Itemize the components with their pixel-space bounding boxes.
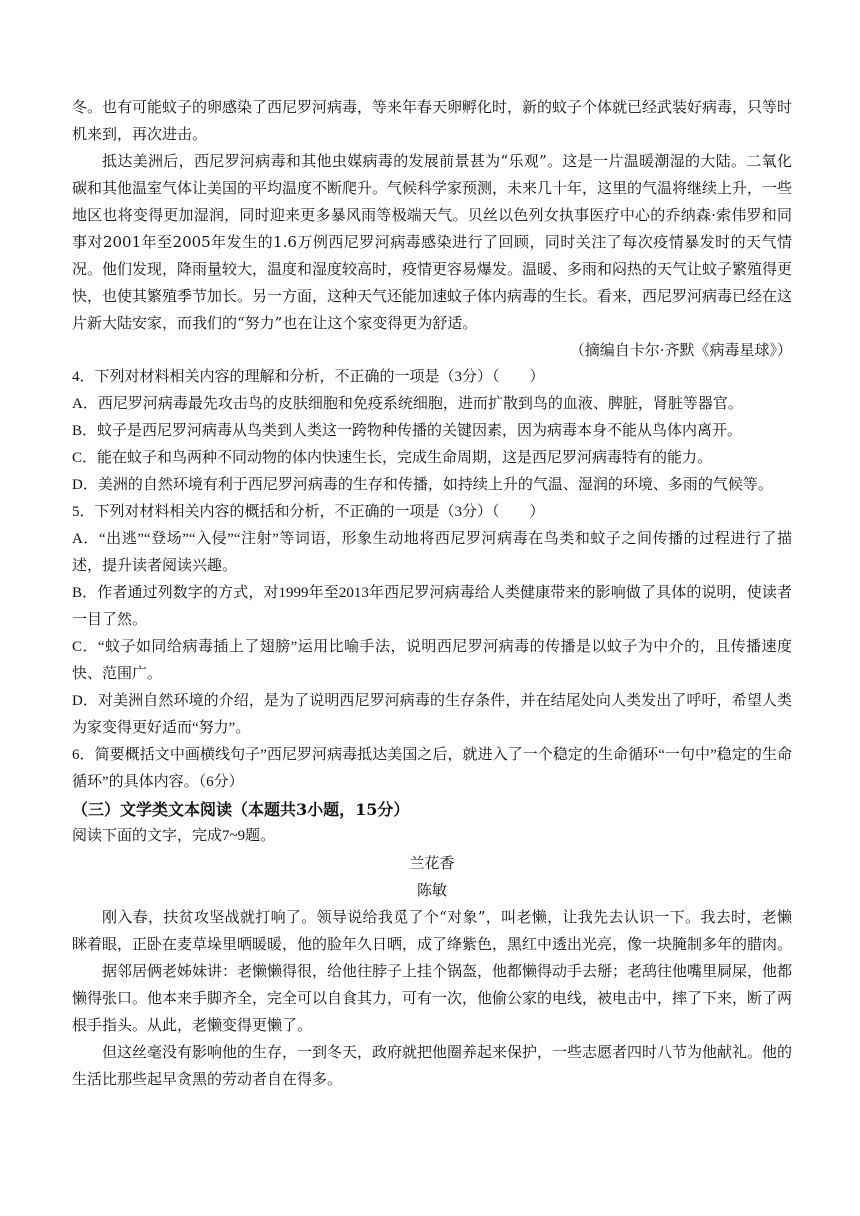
story-title: 兰花香 (409, 854, 455, 872)
passage-paragraph: 抵达美洲后，西尼罗河病毒和其他虫媒病毒的发展前景甚为“乐观”。这是一片温暖潮湿的大陆。二氧化碳和其他温室气体让美国的平均温度不断爬升。气候科学家预测，未来几十年，这里的气温将继续上升，一些地区也将变得更加湿润，同时迎来更多暴风雨等极端天气。贝丝以色列女执事医疗中心的乔纳森·索伟罗和同事对2001年至2005年发生的1.6万例西尼罗河病毒感染进行了回顾，同时关注了每次疫情暴发时的天气情况。他们发现，降雨量较大，温度和湿度较高时，疫情更容易爆发。温暖、多雨和闷热的天气让蚊子繁殖得更快，也使其繁殖季节加长。另一方面，这种天气还能加速蚊子体内病毒的生长。看来，西尼罗河病毒已经在这片新大陆安家，而我们的“努力”也在让这个家变得更为舒适。 (72, 152, 793, 332)
section-instruction: 阅读下面的文字，完成7~9题。 (72, 828, 276, 844)
question-6: 6．简要概括文中画横线句子”西尼罗河病毒抵达美国之后，就进入了一个稳定的生命循环“一句中”稳定的生命循环”的具体内容。（6分） (72, 747, 792, 790)
story-paragraph: 但这丝毫没有影响他的生存，一到冬天，政府就把他圈养起来保护，一些志愿者四时八节为他献礼。他的生活比那些起早贪黑的劳动者自在得多。 (72, 1043, 793, 1088)
story-author: 陈敏 (416, 881, 447, 899)
option-b: B．作者通过列数字的方式，对1999年至2013年西尼罗河病毒给人类健康带来的影响做了具体的说明，使读者一目了然。 (72, 585, 792, 628)
question-stem: 4．下列对材料相关内容的理解和分析，不正确的一项是（3分）（ ） (72, 369, 545, 385)
passage-paragraph: 冬。也有可能蚊子的卵感染了西尼罗河病毒，等来年春天卵孵化时，新的蚊子个体就已经武装好病毒，只等时机来到，再次进击。 (72, 98, 793, 143)
option-d: D．美洲的自然环境有利于西尼罗河病毒的生存和传播，如持续上升的气温、湿润的环境、多雨的气候等。 (72, 477, 773, 493)
option-d: D．对美洲自然环境的介绍，是为了说明西尼罗河病毒的生存条件，并在结尾处向人类发出了呼吁，希望人类为家变得更好适而“努力”。 (72, 693, 792, 736)
option-a: A．“出逃”“登场”“入侵”“注射”等词语，形象生动地将西尼罗河病毒在鸟类和蚊子之间传播的过程进行了描述，提升读者阅读兴趣。 (72, 531, 792, 574)
option-c: C．能在蚊子和鸟两种不同动物的体内快速生长，完成生命周期，这是西尼罗河病毒特有的能力。 (72, 450, 713, 466)
section-heading: （三）文学类文本阅读（本题共3小题，15分） (72, 800, 410, 819)
story-paragraph: 刚入春，扶贫攻坚战就打响了。领导说给我觅了个“对象”，叫老懒，让我先去认识一下。我去时，老懒眯着眼，正卧在麦草垛里晒暖暖，他的脸年久日晒，成了绛紫色，黑红中透出光亮，像一块腌制多年的腊肉。 (72, 908, 793, 953)
option-c: C．“蚊子如同给病毒插上了翅膀”运用比喻手法，说明西尼罗河病毒的传播是以蚊子为中介的，且传播速度快、范围广。 (72, 639, 792, 682)
question-stem: 5．下列对材料相关内容的概括和分析，不正确的一项是（3分）（ ） (72, 504, 545, 520)
passage-source: （摘编自卡尔·齐默《病毒星球》） (569, 341, 792, 359)
story-paragraph: 据邻居俩老姊妹讲：老懒懒得很，给他往脖子上挂个锅盔，他都懒得动手去掰；老鸹往他嘴里屙屎，他都懒得张口。他本来手脚齐全，完全可以自食其力，可有一次，他偷公家的电线，被电击中，摔了下来，断了两根手指头。从此，老懒变得更懒了。 (72, 962, 793, 1034)
option-b: B．蚊子是西尼罗河病毒从鸟类到人类这一跨物种传播的关键因素，因为病毒本身不能从鸟体内离开。 (72, 423, 743, 439)
option-a: A．西尼罗河病毒最先攻击鸟的皮肤细胞和免疫系统细胞，进而扩散到鸟的血液、脾脏，肾脏等器官。 (72, 396, 743, 412)
